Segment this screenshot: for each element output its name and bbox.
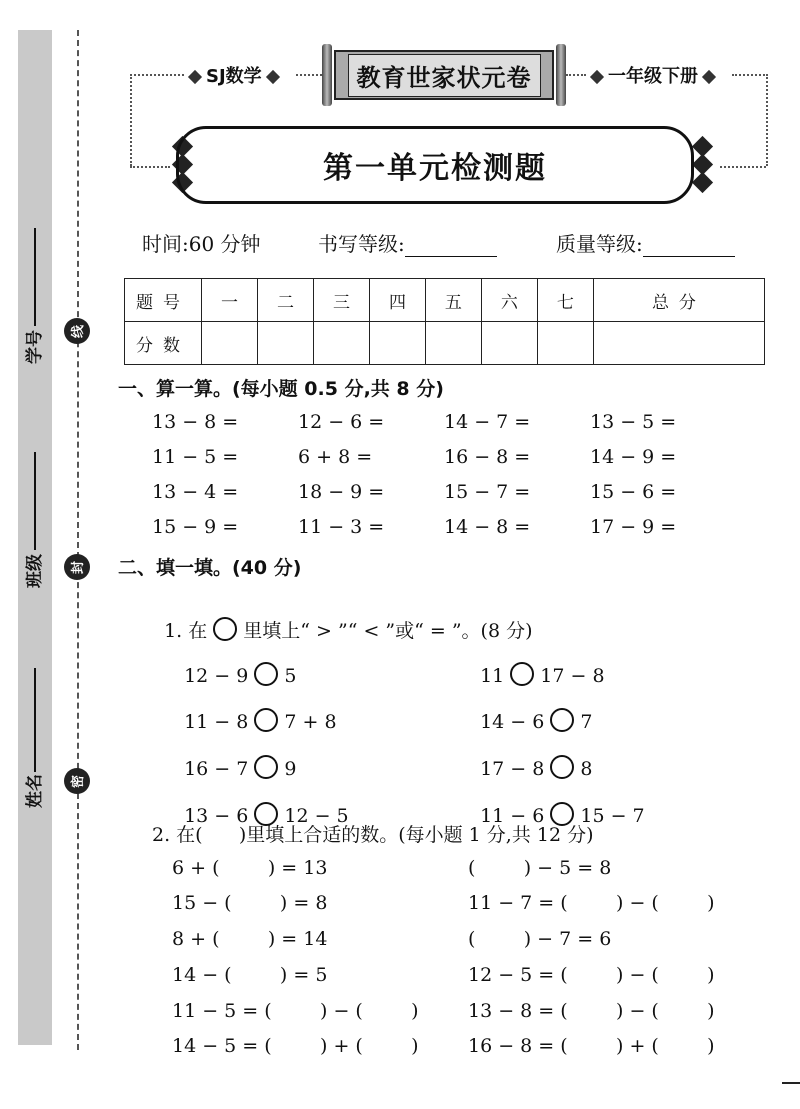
table-header-row xyxy=(125,279,765,322)
compare-left: 11 − 6 xyxy=(480,805,545,827)
name-field[interactable] xyxy=(34,668,36,772)
time-info: 时间:60 分钟 xyxy=(142,232,261,256)
scroll-roll-icon xyxy=(322,44,332,106)
compare-left: 11 xyxy=(480,665,505,687)
compare-circle[interactable] xyxy=(254,708,278,732)
compare-circle[interactable] xyxy=(550,708,574,732)
series-title: 教育世家状元卷 xyxy=(348,54,541,97)
deco-line xyxy=(130,74,132,166)
table-header-cell: 题号 xyxy=(125,279,202,322)
compare-left: 14 − 6 xyxy=(480,711,545,733)
fill-item[interactable]: 8 + ( ) = 14 xyxy=(172,928,328,950)
calc-item: 13 − 8 = xyxy=(152,411,239,433)
fill-item[interactable]: 13 − 8 = ( ) − ( ) xyxy=(468,1000,715,1022)
seal-secret-icon: 密 xyxy=(64,768,90,794)
table-header-cell: 七 xyxy=(537,279,593,322)
cut-line xyxy=(77,30,79,1050)
calc-item: 14 − 8 = xyxy=(444,516,531,538)
compare-item xyxy=(172,733,296,780)
compare-left: 13 − 6 xyxy=(184,805,249,827)
table-row xyxy=(125,322,765,365)
fill-item[interactable]: ( ) − 5 = 8 xyxy=(468,857,612,879)
table-header-cell: 五 xyxy=(425,279,481,322)
score-cell[interactable] xyxy=(313,322,369,365)
deco-line xyxy=(720,166,766,168)
fill-item[interactable]: 14 − ( ) = 5 xyxy=(172,964,328,986)
seal-line-icon: 线 xyxy=(64,318,90,344)
diamond-icon xyxy=(590,70,604,84)
calc-item: 6 + 8 = xyxy=(298,446,373,468)
fill-item[interactable]: 11 − 5 = ( ) − ( ) xyxy=(172,1000,419,1022)
compare-right: 7 xyxy=(580,711,593,733)
table-header-cell: 四 xyxy=(369,279,425,322)
compare-right: 5 xyxy=(284,665,297,687)
compare-left: 17 − 8 xyxy=(480,758,545,780)
quality-grade-field[interactable] xyxy=(643,238,735,257)
score-cell[interactable] xyxy=(202,322,258,365)
calc-item: 18 − 9 = xyxy=(298,481,385,503)
section2-heading: 二、填一填。(40 分) xyxy=(118,557,302,579)
calc-item: 11 − 5 = xyxy=(152,446,239,468)
student-no-label: 学号 xyxy=(25,330,45,364)
compare-right: 17 − 8 xyxy=(540,665,605,687)
score-row-label: 分数 xyxy=(125,322,202,365)
compare-item xyxy=(468,733,592,780)
deco-line xyxy=(130,74,184,76)
series-banner xyxy=(322,44,566,108)
quality-grade xyxy=(556,228,735,257)
class-field[interactable] xyxy=(34,452,36,550)
deco-line xyxy=(296,74,322,76)
fill-item[interactable]: 12 − 5 = ( ) − ( ) xyxy=(468,964,715,986)
page-title: 第一单元检测题 xyxy=(176,126,694,204)
q1-prefix: 1. 在 xyxy=(164,620,208,642)
table-header-cell: 三 xyxy=(313,279,369,322)
fill-item[interactable]: 16 − 8 = ( ) + ( ) xyxy=(468,1035,715,1057)
calc-item: 15 − 7 = xyxy=(444,481,531,503)
diamond-icon xyxy=(188,70,202,84)
calc-item: 14 − 9 = xyxy=(590,446,677,468)
calc-item: 13 − 4 = xyxy=(152,481,239,503)
calc-item: 12 − 6 = xyxy=(298,411,385,433)
score-table xyxy=(124,278,765,365)
calc-item: 17 − 9 = xyxy=(590,516,677,538)
fill-item[interactable]: 11 − 7 = ( ) − ( ) xyxy=(468,892,715,914)
score-cell[interactable] xyxy=(425,322,481,365)
table-header-cell: 总分 xyxy=(593,279,764,322)
name-label: 姓名 xyxy=(25,774,45,808)
writing-grade xyxy=(318,228,497,257)
fill-item[interactable]: 14 − 5 = ( ) + ( ) xyxy=(172,1035,419,1057)
score-cell[interactable] xyxy=(593,322,764,365)
calc-item: 13 − 5 = xyxy=(590,411,677,433)
deco-line xyxy=(566,74,586,76)
seal-seal-icon: 封 xyxy=(64,554,90,580)
q2-instruction: 2. 在( )里填上合适的数。(每小题 1 分,共 12 分) xyxy=(152,824,594,846)
compare-item xyxy=(172,686,337,733)
subject-tag: SJ数学 xyxy=(184,62,284,88)
section1-heading: 一、算一算。(每小题 0.5 分,共 8 分) xyxy=(118,378,444,400)
deco-line xyxy=(130,166,170,168)
compare-right: 12 − 5 xyxy=(284,805,349,827)
compare-left: 11 − 8 xyxy=(184,711,249,733)
compare-right: 7 + 8 xyxy=(284,711,337,733)
calc-item: 16 − 8 = xyxy=(444,446,531,468)
diamond-icon xyxy=(702,70,716,84)
compare-right: 9 xyxy=(284,758,297,780)
compare-right: 15 − 7 xyxy=(580,805,645,827)
calc-item: 11 − 3 = xyxy=(298,516,385,538)
fill-item[interactable]: ( ) − 7 = 6 xyxy=(468,928,612,950)
calc-item: 15 − 6 = xyxy=(590,481,677,503)
compare-left: 12 − 9 xyxy=(184,665,249,687)
grade-tag: 一年级下册 xyxy=(586,62,720,88)
table-header-cell: 一 xyxy=(202,279,258,322)
calc-item: 14 − 7 = xyxy=(444,411,531,433)
writing-grade-field[interactable] xyxy=(405,238,497,257)
table-header-cell: 六 xyxy=(481,279,537,322)
quality-grade-label: 质量等级: xyxy=(556,232,643,256)
compare-left: 16 − 7 xyxy=(184,758,249,780)
q1-suffix: 里填上“ > ”“ < ”或“ = ”。(8 分) xyxy=(243,620,533,642)
class-label: 班级 xyxy=(25,554,45,588)
fill-item[interactable]: 15 − ( ) = 8 xyxy=(172,892,328,914)
page-edge-mark xyxy=(782,1082,800,1084)
q1-instruction xyxy=(152,594,533,643)
compare-item xyxy=(468,640,605,687)
score-cell[interactable] xyxy=(369,322,425,365)
score-cell[interactable] xyxy=(537,322,593,365)
compare-circle[interactable] xyxy=(254,755,278,779)
compare-right: 8 xyxy=(580,758,593,780)
compare-circle[interactable] xyxy=(254,662,278,686)
scroll-roll-icon xyxy=(556,44,566,106)
compare-item xyxy=(172,640,296,687)
compare-circle[interactable] xyxy=(510,662,534,686)
compare-item xyxy=(468,686,592,733)
student-no-field[interactable] xyxy=(34,228,36,326)
calc-item: 15 − 9 = xyxy=(152,516,239,538)
fill-item[interactable]: 6 + ( ) = 13 xyxy=(172,857,328,879)
chevron-right-icon xyxy=(692,136,712,193)
score-cell[interactable] xyxy=(257,322,313,365)
deco-line xyxy=(766,74,768,166)
compare-circle[interactable] xyxy=(550,755,574,779)
score-cell[interactable] xyxy=(481,322,537,365)
writing-grade-label: 书写等级: xyxy=(318,232,405,256)
diamond-icon xyxy=(266,70,280,84)
circle-icon xyxy=(213,617,237,641)
deco-line xyxy=(732,74,768,76)
table-header-cell: 二 xyxy=(257,279,313,322)
